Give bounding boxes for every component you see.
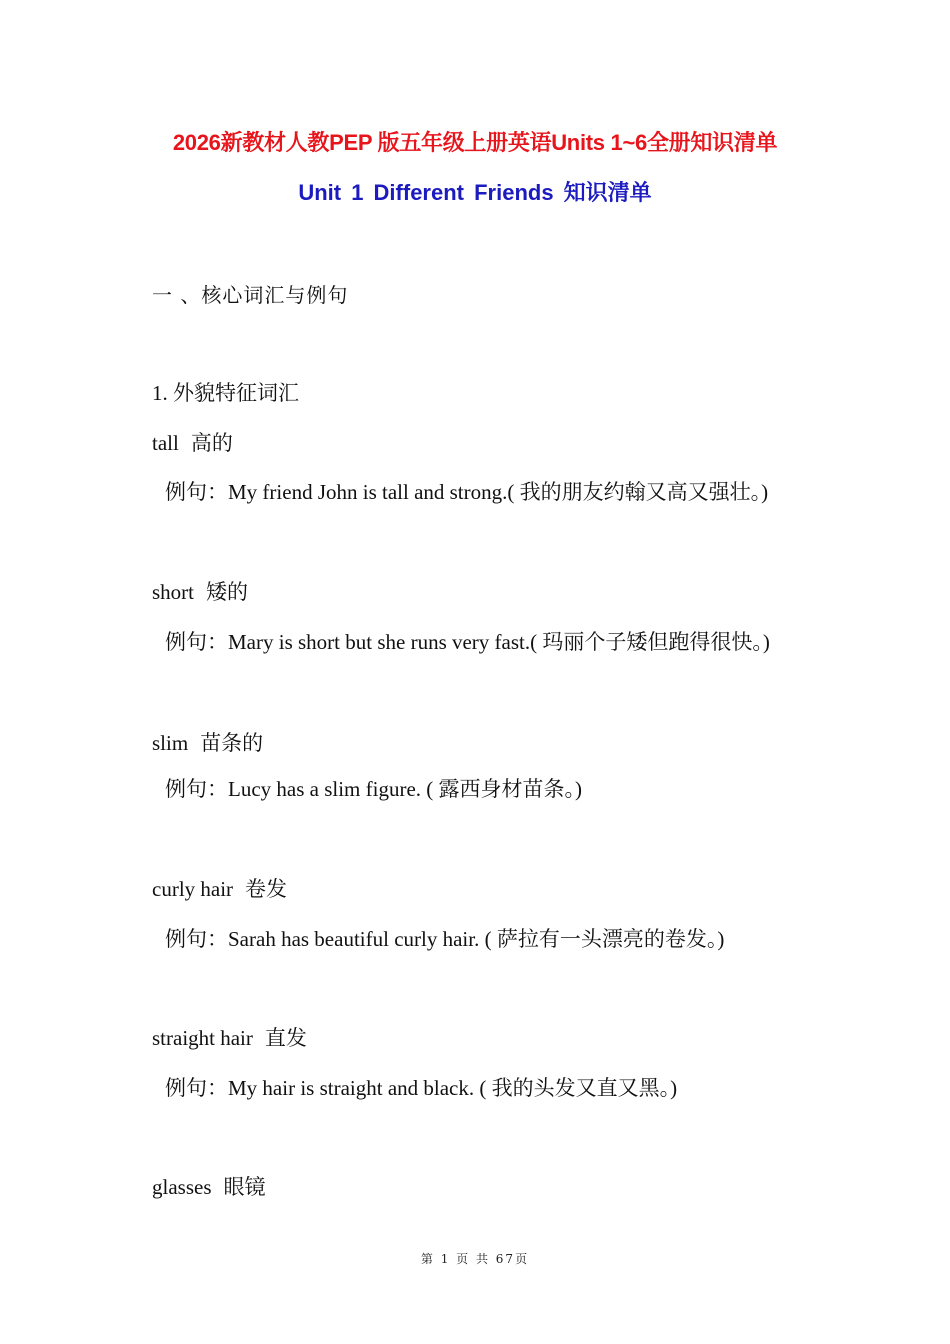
vocab-meaning: 直发 [264, 1026, 307, 1050]
document-title: 2026新教材人教PEP 版五年级上册英语Units 1~6全册知识清单 [172, 130, 778, 155]
vocab-meaning: 眼镜 [223, 1175, 266, 1199]
vocab-word: slim [152, 731, 189, 755]
vocab-entry [152, 427, 233, 457]
unit-title: Unit 1 Different Friends 知识清单 [298, 180, 652, 205]
vocab-word: curly hair [152, 877, 234, 901]
vocab-meaning: 高的 [190, 431, 233, 455]
example-sentence: 例句：My friend John is tall and strong.( 我的朋友约翰又高又强壮。) [165, 480, 769, 504]
example-sentence: 例句：Mary is short but she runs very fast.( 玛丽个子矮但跑得很快。) [165, 630, 770, 654]
vocab-word: glasses [152, 1175, 212, 1199]
page-footer: 第 1 页 共 67页 [420, 1252, 530, 1266]
vocab-word: short [152, 580, 194, 604]
section-heading: 一 、核心词汇与例句 [152, 283, 349, 307]
vocab-meaning: 卷发 [245, 877, 288, 901]
vocab-entry [152, 1171, 266, 1201]
example-sentence: 例句：Sarah has beautiful curly hair. ( 萨拉有一头漂亮的卷发。) [165, 927, 725, 951]
vocab-entry [152, 1022, 307, 1052]
example-sentence: 例句：My hair is straight and black. ( 我的头发又直又黑。) [165, 1076, 678, 1100]
vocab-meaning: 矮的 [206, 580, 248, 604]
vocab-word: straight hair [152, 1026, 253, 1050]
vocab-entry [152, 576, 248, 606]
vocab-meaning: 苗条的 [200, 731, 264, 755]
subsection-heading: 1. 外貌特征词汇 [152, 381, 299, 405]
example-sentence: 例句：Lucy has a slim figure. ( 露西身材苗条。) [165, 777, 583, 801]
vocab-entry [152, 873, 287, 903]
vocab-entry [152, 727, 263, 757]
vocab-word: tall [152, 431, 179, 455]
